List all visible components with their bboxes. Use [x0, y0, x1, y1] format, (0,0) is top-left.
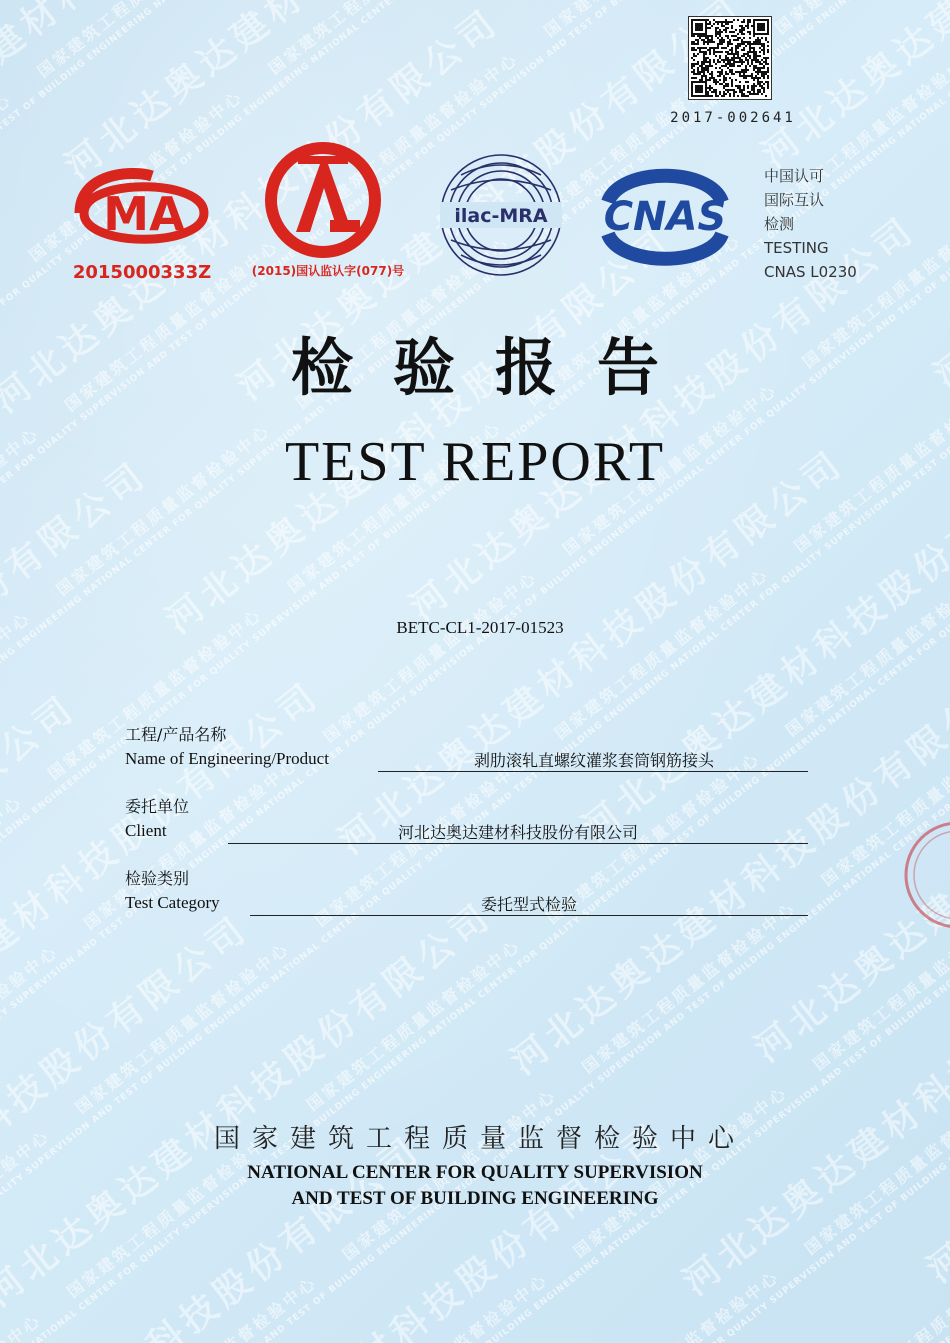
cnas-text-line: CNAS L0230 [764, 263, 857, 281]
cnas-text-line: 检测 [764, 215, 795, 233]
issuing-center-english-line2: AND TEST OF BUILDING ENGINEERING [291, 1188, 659, 1209]
watermark-company-text: 河北达奥达建材科技股份有限公司 河北达奥达建材科技股份有限公司 [0, 208, 925, 1095]
watermark-company-text: 河北达奥达建材科技股份有限公司 [919, 870, 950, 1291]
issuing-center-english-line1: NATIONAL CENTER FOR QUALITY SUPERVISION [247, 1162, 703, 1183]
client-value: 河北达奥达建材科技股份有限公司 [397, 823, 638, 842]
cal-logo-icon [258, 136, 388, 264]
title-chinese: 检验报告 [290, 331, 699, 404]
watermark-company-text: 河北达奥达建材科技股份有限公司 河北达奥达建材科技股份有限公司 [0, 429, 950, 1316]
category-label-en: Test Category [125, 893, 220, 912]
watermark-center-text: 国家建筑工程质量监督检验中心 国家建筑工程质量监督检验中心 [569, 895, 950, 1262]
watermark-center-text: 国家建筑工程质量监督检验中心 国家建筑工程质量监督检验中心 国家建筑工程质量监督检验中心 国家建筑工程质量监督检验中心 国家建筑工程质量监督检验中心 [0, 43, 950, 971]
category-label [125, 867, 220, 915]
client-label [125, 795, 189, 843]
product-label [125, 723, 329, 771]
watermark-center-text: 国家建筑工程质量监督检验中心 国家建筑工程质量监督检验中心 国家建筑工程质量监督检验中心 [0, 49, 523, 603]
watermark-company-text: 河北达奥达建材科技股份有限公司 河北达奥达建材科技股份有限公司 [151, 650, 950, 1343]
watermark-center-text: 国家建筑工程质量监督检验中心 国家建筑工程质量监督检验中心 国家建筑工程质量监督检验中心 [338, 711, 950, 1265]
category-underline [250, 915, 808, 916]
cnas-text-line: TESTING [764, 239, 829, 257]
watermark-center-text: 国家建筑工程质量监督检验中心 国家建筑工程质量监督检验中心 国家建筑工程质量监督检验中心 国家建筑工程质量监督检验中心 国家建筑工程质量监督检验中心 [0, 193, 950, 1121]
watermark-company-text: 河北达奥达建材科技股份有限公司 河北达奥达建材科技股份有限公司 [0, 221, 681, 1108]
watermark-center-english-text: QUALITY SUPERVISION AND TEST OF BUILDING ENGINEERING NATIONAL CENTER FOR QUALITY SUPERVISION AND TEST OF BUILDING ENGINEERING NATIONAL CENTER FOR QUALITY SUPERVISION AND TEST OF [0, 445, 950, 1211]
cal-number: (2015)国认监认字(077)号 [251, 264, 405, 278]
watermark-center-english-text: BUILDING ENGINEERING NATIONAL CENTER FOR QUALITY SUPERVISION AND TEST OF BUILDING ENGINEERING [484, 943, 950, 1343]
svg-text:MA: MA [103, 187, 185, 241]
qr-code [688, 16, 772, 100]
ilac-mra-logo-icon [436, 150, 566, 280]
watermark-center-text: 国家建筑工程质量监督检验中心 [801, 1079, 950, 1259]
partial-seal-stamp-icon [898, 815, 950, 935]
watermark-company-text: 河北达奥达建材科技股份有限公司 河北达奥达建材科技股份有限公司 [0, 662, 950, 1343]
cnas-text-line: 国际互认 [764, 191, 825, 209]
watermark-center-text: 国家建筑工程质量监督检验中心 国家建筑工程质量监督检验中心 [0, 86, 247, 453]
cma-number: 2015000333Z [72, 262, 212, 283]
watermark-company-text: 河北达奥达建材科技股份有限公司 河北达奥达建材科技股份有限公司 河北达奥达建材科技股份有限公司 [0, 0, 950, 1328]
cma-logo-icon [74, 168, 214, 258]
report-code: 2017-002641 [670, 110, 796, 126]
issuing-center-chinese: 国家建筑工程质量监督检验中心 [213, 1124, 746, 1154]
title-english: TEST REPORT [284, 431, 666, 493]
client-label-cn: 委托单位 [125, 797, 190, 816]
watermark-company-text: 河北达奥达建材科技股份有限公司 [675, 883, 950, 1304]
product-label-en: Name of Engineering/Product [125, 749, 329, 768]
svg-text:ilac-MRA: ilac-MRA [454, 205, 548, 227]
category-value: 委托型式检验 [480, 895, 577, 914]
watermark-center-english-text: QUALITY SUPERVISION AND TEST OF BUILDING ENGINEERING [725, 1108, 950, 1340]
cnas-logo-icon [590, 162, 740, 272]
product-underline [378, 771, 808, 772]
product-label-cn: 工程/产品名称 [125, 725, 227, 744]
svg-text:CNAS: CNAS [603, 194, 727, 240]
watermark-center-text: 国家建筑工程质量监督检验中心 [836, 1229, 950, 1343]
cnas-accreditation-text [764, 164, 857, 284]
watermark-center-english-text: SUPERVISION [925, 1304, 950, 1343]
watermark-company-text: 河北达奥达建材科技股份有限公司 [848, 1104, 950, 1343]
client-label-en: Client [125, 821, 167, 840]
watermark-center-text: 国家建筑工程质量监督检验中心 国家建筑工程质量监督检验中心 国家建筑工程质量监督检验中心 国家建筑工程质量监督检验中心 国家建筑工程质量监督检验中心 [0, 377, 950, 1305]
product-value: 剥肋滚轧直螺纹灌浆套筒钢筋接头 [473, 751, 714, 770]
watermark-center-text: 国家建筑工程质量监督检验中心 国家建筑工程质量监督检验中心 国家建筑工程质量监督检验中心 国家建筑工程质量监督检验中心 [0, 46, 754, 787]
watermark-center-english-text: NATIONAL CENTER FOR QUALITY SUPERVISION AND TEST OF BUILDING ENGINEERING NATIONAL CENTER FOR QUALITY SUPERVISION AND TEST OF BUILDING ENGINEERING NATIONAL CENTER FOR QUALITY [27, 602, 950, 1343]
watermark-center-text: 国家建筑工程质量监督检验中心 国家建筑工程质量监督检验中心 国家建筑工程质量监督检验中心 国家建筑工程质量监督检验中心 [63, 561, 950, 1302]
watermark-center-english-text: AND TEST OF BUILDING ENGINEERING NATIONAL CENTER FOR QUALITY SUPERVISION AND TEST OF BUILDING ENGINEERING NATIONAL CENTER FOR [262, 801, 950, 1343]
category-label-cn: 检验类别 [125, 869, 190, 888]
report-number: BETC-CL1-2017-01523 [396, 618, 564, 637]
client-underline [228, 843, 808, 844]
cnas-text-line: 中国认可 [764, 167, 825, 185]
